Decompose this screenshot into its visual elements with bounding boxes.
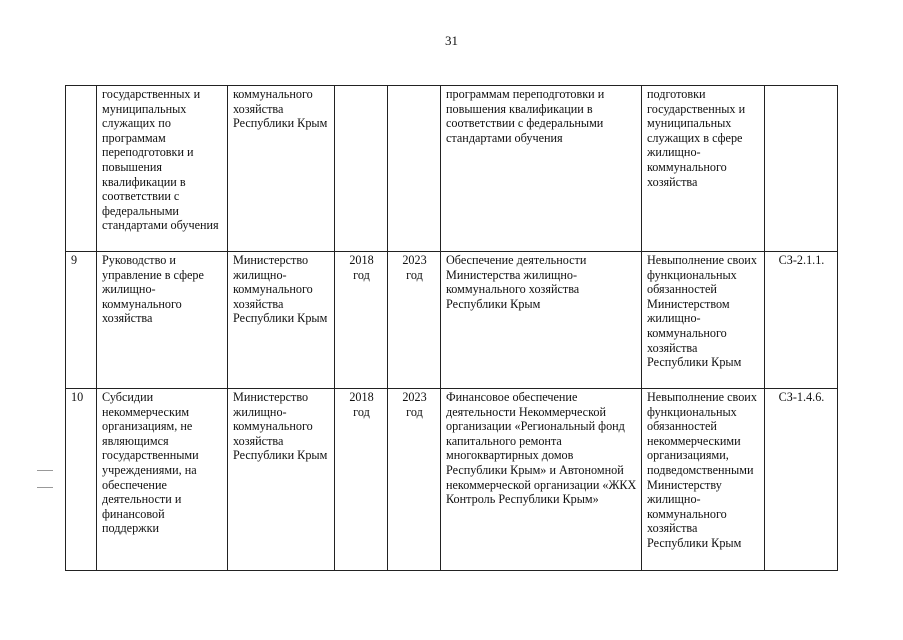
expected-result: программам переподготовки и повышения квалификации в соответствии с федеральными стандартами обучения (441, 86, 642, 252)
table-row (66, 389, 838, 571)
row-number: 9 (66, 252, 97, 389)
margin-mark (37, 470, 53, 471)
expected-result: Обеспечение деятельности Министерства жилищно-коммунального хозяйства Республики Крым (441, 252, 642, 389)
end-year: 2023 год (388, 389, 441, 571)
measures-table (65, 85, 838, 571)
expected-result: Финансовое обеспечение деятельности Некоммерческой организации «Региональный фонд капитального ремонта многоквартирных домов Республики Крым» и Автономной некоммерческой организации «ЖКХ Контроль Республики Крым» (441, 389, 642, 571)
indicator-code: СЗ-1.4.6. (765, 389, 838, 571)
end-year: 2023 год (388, 252, 441, 389)
page-number: 31 (445, 33, 458, 48)
indicator-code: СЗ-2.1.1. (765, 252, 838, 389)
row-number: 10 (66, 389, 97, 571)
executor: Министерство жилищно-коммунального хозяйства Республики Крым (228, 252, 335, 389)
consequence: Невыполнение своих функциональных обязанностей Министерством жилищно-коммунального хозяйства Республики Крым (642, 252, 765, 389)
executor: коммунального хозяйства Республики Крым (228, 86, 335, 252)
margin-mark (37, 487, 53, 488)
table-row (66, 252, 838, 389)
end-year (388, 86, 441, 252)
measure-name: Руководство и управление в сфере жилищно-коммунального хозяйства (97, 252, 228, 389)
measure-name: Субсидии некоммерческим организациям, не являющимся государственными учреждениями, на обеспечение деятельности и финансовой поддержки (97, 389, 228, 571)
start-year (335, 86, 388, 252)
start-year: 2018 год (335, 252, 388, 389)
indicator-code (765, 86, 838, 252)
start-year: 2018 год (335, 389, 388, 571)
table-row (66, 86, 838, 252)
row-number (66, 86, 97, 252)
measure-name: государственных и муниципальных служащих по программам переподготовки и повышения квалификации в соответствии с федеральными стандартами обучения (97, 86, 228, 252)
executor: Министерство жилищно-коммунального хозяйства Республики Крым (228, 389, 335, 571)
consequence: Невыполнение своих функциональных обязанностей некоммерческими организациями, подведомственными Министерству жилищно-коммунального хозяйства Республики Крым (642, 389, 765, 571)
consequence: подготовки государственных и муниципальных служащих в сфере жилищно-коммунального хозяйства (642, 86, 765, 252)
